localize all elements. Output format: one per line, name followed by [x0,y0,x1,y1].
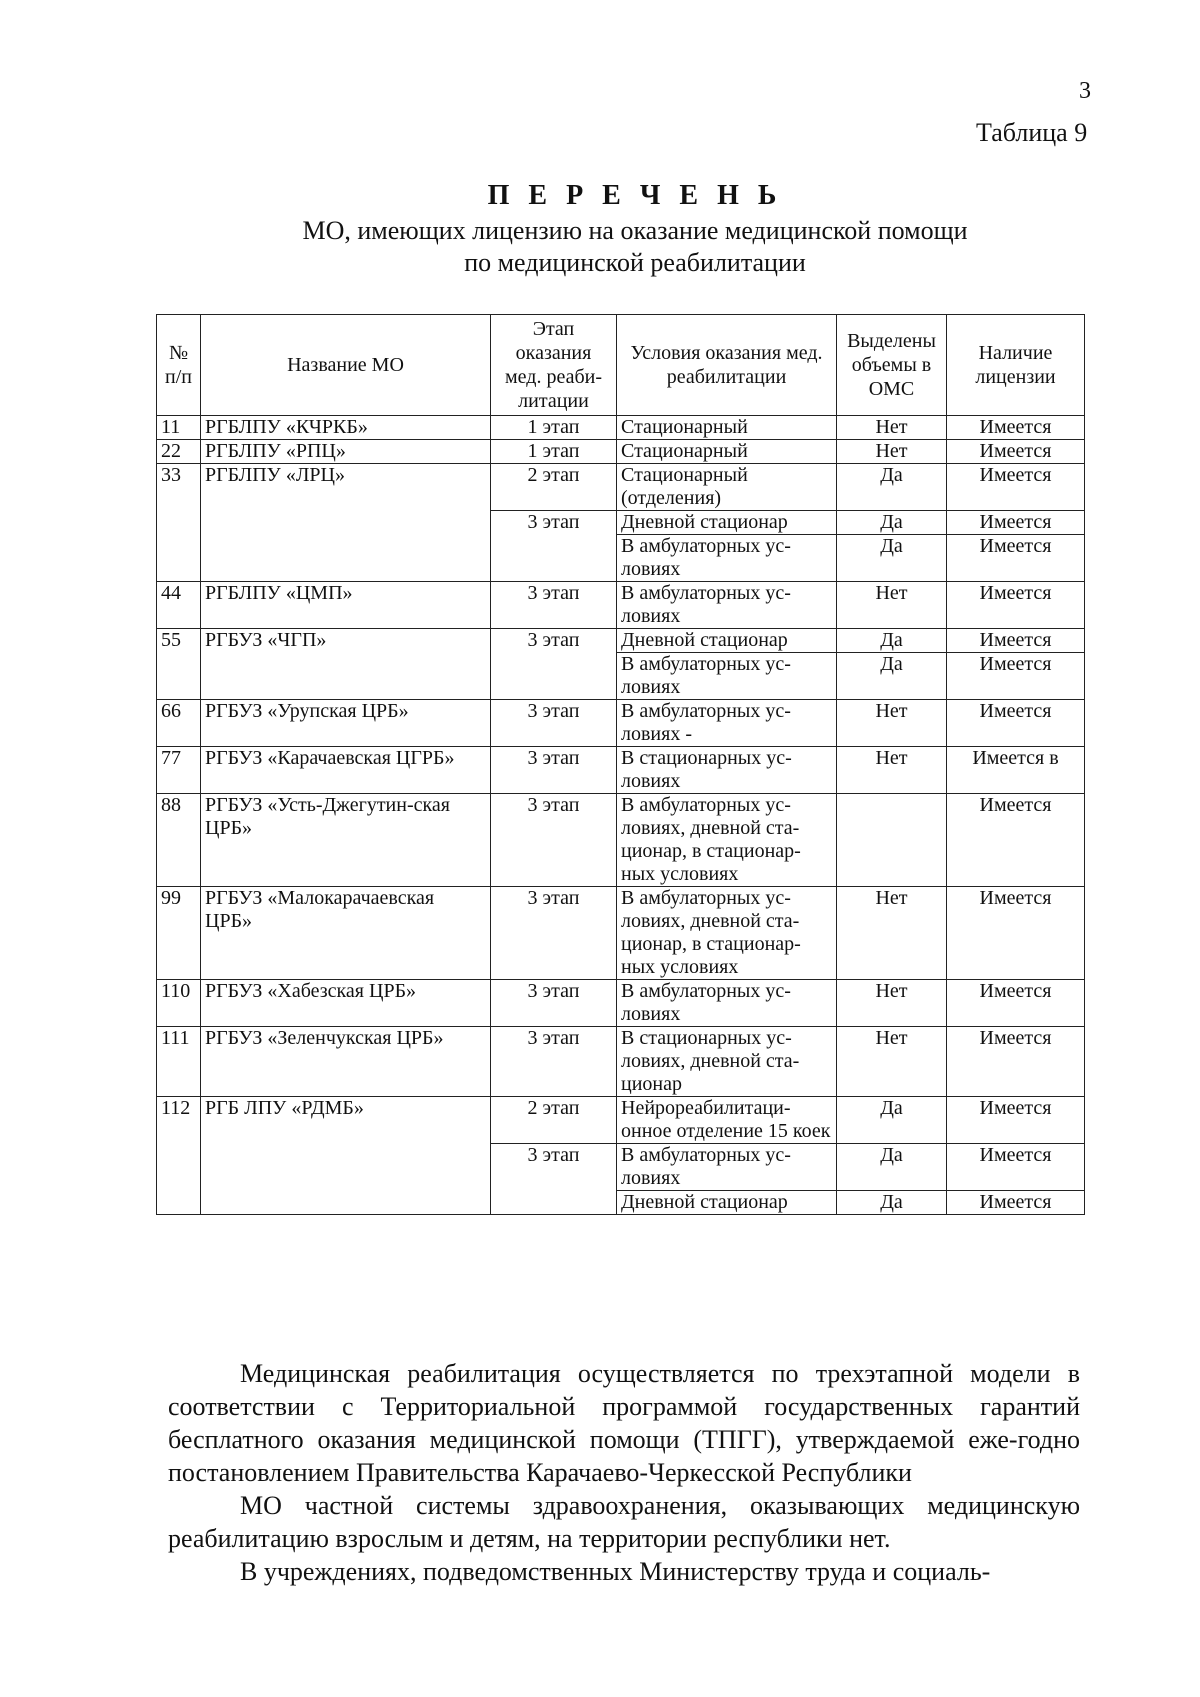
table-row [157,794,1085,887]
cell-license: Имеется [947,1144,1085,1191]
cell-stage: 3 этап [491,511,617,582]
cell-oms: Да [837,629,947,653]
cell-num: 11 [157,416,201,440]
cell-oms: Да [837,653,947,700]
cell-license: Имеется [947,582,1085,629]
cell-num: 22 [157,440,201,464]
header-name: Название МО [201,315,491,416]
cell-stage: 3 этап [491,582,617,629]
cell-oms: Нет [837,747,947,794]
cell-license: Имеется [947,535,1085,582]
table-row [157,464,1085,511]
cell-license: Имеется [947,1027,1085,1097]
cell-stage: 3 этап [491,887,617,980]
cell-conditions: В стационарных ус-ловиях, дневной ста-ционар [617,1027,837,1097]
cell-conditions: В амбулаторных ус-ловиях [617,1144,837,1191]
cell-name: РГБУЗ «Усть-Джегутин-ская ЦРБ» [201,794,491,887]
header-stage: Этап оказания мед. реаби-литации [491,315,617,416]
cell-num: 110 [157,980,201,1027]
cell-conditions: Стационарный [617,416,837,440]
cell-num: 44 [157,582,201,629]
cell-name: РГБЛПУ «ЦМП» [201,582,491,629]
cell-stage: 1 этап [491,416,617,440]
table-row [157,440,1085,464]
table-row [157,1097,1085,1144]
table-row [157,700,1085,747]
cell-name: РГБЛПУ «ЛРЦ» [201,464,491,582]
page-number: 3 [1079,78,1091,104]
cell-license: Имеется [947,511,1085,535]
cell-num: 55 [157,629,201,700]
cell-oms: Нет [837,887,947,980]
cell-license: Имеется [947,464,1085,511]
header-license: Наличие лицензии [947,315,1085,416]
cell-stage: 2 этап [491,464,617,511]
cell-num: 88 [157,794,201,887]
cell-num: 112 [157,1097,201,1215]
cell-name: РГБУЗ «ЧГП» [201,629,491,700]
table-row [157,629,1085,653]
cell-license: Имеется в [947,747,1085,794]
table-header-row [157,315,1085,416]
cell-license: Имеется [947,440,1085,464]
cell-stage: 3 этап [491,794,617,887]
header-num: № п/п [157,315,201,416]
cell-license: Имеется [947,1097,1085,1144]
table-row [157,887,1085,980]
cell-conditions: В амбулаторных ус-ловиях [617,980,837,1027]
body-paragraph-3: В учреждениях, подведомственных Министерству труда и социаль- [240,1557,991,1586]
table-row [157,416,1085,440]
cell-conditions: В амбулаторных ус-ловиях [617,535,837,582]
header-conditions: Условия оказания мед. реабилитации [617,315,837,416]
cell-license: Имеется [947,794,1085,887]
cell-conditions: В стационарных ус-ловиях [617,747,837,794]
table-row [157,1027,1085,1097]
cell-stage: 2 этап [491,1097,617,1144]
cell-conditions: В амбулаторных ус-ловиях, дневной ста-ционар, в стационар-ных условиях [617,794,837,887]
cell-conditions: В амбулаторных ус-ловиях, дневной ста-ционар, в стационар-ных условиях [617,887,837,980]
cell-oms: Да [837,1097,947,1144]
cell-name: РГБУЗ «Зеленчукская ЦРБ» [201,1027,491,1097]
table-row [157,980,1085,1027]
cell-license: Имеется [947,416,1085,440]
cell-conditions: Стационарный (отделения) [617,464,837,511]
body-paragraph-2: МО частной системы здравоохранения, оказывающих медицинскую реабилитацию взрослым и детям, на территории республики нет. [168,1491,1080,1553]
cell-num: 33 [157,464,201,582]
cell-num: 66 [157,700,201,747]
cell-conditions: Дневной стационар [617,629,837,653]
cell-stage: 3 этап [491,747,617,794]
license-table [156,314,1085,1215]
document-subtitle-line-2: по медицинской реабилитации [464,248,806,277]
cell-license: Имеется [947,887,1085,980]
cell-stage: 3 этап [491,629,617,700]
cell-oms: Да [837,535,947,582]
cell-oms: Да [837,1191,947,1215]
cell-stage: 1 этап [491,440,617,464]
cell-stage: 3 этап [491,700,617,747]
document-title: П Е Р Е Ч Е Н Ь [487,180,783,211]
cell-conditions: Нейрореабилитаци-онное отделение 15 коек [617,1097,837,1144]
cell-stage: 3 этап [491,980,617,1027]
cell-name: РГБУЗ «Карачаевская ЦГРБ» [201,747,491,794]
cell-conditions: В амбулаторных ус-ловиях - [617,700,837,747]
table-row [157,582,1085,629]
cell-oms: Нет [837,1027,947,1097]
cell-num: 111 [157,1027,201,1097]
table-label: Таблица 9 [976,118,1088,147]
cell-stage: 3 этап [491,1144,617,1215]
cell-conditions: Дневной стационар [617,1191,837,1215]
cell-oms: Нет [837,582,947,629]
cell-conditions: Дневной стационар [617,511,837,535]
cell-num: 77 [157,747,201,794]
table-row [157,747,1085,794]
cell-name: РГБ ЛПУ «РДМБ» [201,1097,491,1215]
cell-oms: Нет [837,700,947,747]
cell-license: Имеется [947,700,1085,747]
cell-license: Имеется [947,1191,1085,1215]
header-oms: Выделены объемы в ОМС [837,315,947,416]
cell-stage: 3 этап [491,1027,617,1097]
cell-num: 99 [157,887,201,980]
cell-license: Имеется [947,980,1085,1027]
cell-oms: Нет [837,416,947,440]
cell-oms [837,794,947,887]
cell-license: Имеется [947,629,1085,653]
cell-name: РГБУЗ «Хабезская ЦРБ» [201,980,491,1027]
cell-name: РГБУЗ «Малокарачаевская ЦРБ» [201,887,491,980]
cell-name: РГБЛПУ «РПЦ» [201,440,491,464]
cell-oms: Нет [837,440,947,464]
cell-oms: Нет [837,980,947,1027]
cell-conditions: В амбулаторных ус-ловиях [617,582,837,629]
cell-oms: Да [837,464,947,511]
document-subtitle-line-1: МО, имеющих лицензию на оказание медицинской помощи [302,216,968,245]
cell-oms: Да [837,1144,947,1191]
cell-conditions: В амбулаторных ус-ловиях [617,653,837,700]
cell-license: Имеется [947,653,1085,700]
cell-name: РГБУЗ «Урупская ЦРБ» [201,700,491,747]
cell-conditions: Стационарный [617,440,837,464]
body-paragraph-1: Медицинская реабилитация осуществляется по трехэтапной модели в соответствии с Территориальной программой государственных гарантий бесплатного оказания медицинской помощи (ТПГГ), утверждаемой еже-годно постановлением Правительства Карачаево-Черкесской Республики [168,1359,1080,1487]
cell-name: РГБЛПУ «КЧРКБ» [201,416,491,440]
cell-oms: Да [837,511,947,535]
